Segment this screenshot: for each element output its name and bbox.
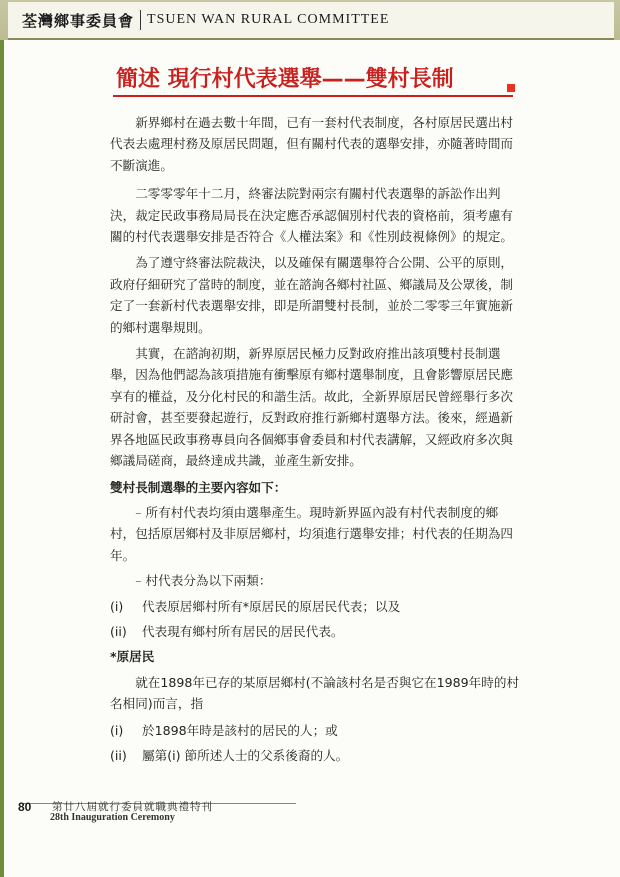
- header-title-en: TSUEN WAN RURAL COMMITTEE: [147, 12, 390, 27]
- article-body: [110, 112, 522, 770]
- list-text: 於1898年時是該村的居民的人；或: [142, 722, 338, 738]
- list-number: (ii): [110, 623, 127, 639]
- title-square-icon: [507, 84, 515, 92]
- list-item: [110, 596, 522, 617]
- list-text: 屬第(i) 節所述人士的父系後裔的人。: [142, 747, 349, 763]
- list-number: (i): [110, 722, 124, 738]
- paragraph: 二零零零年十二月，終審法院對兩宗有關村代表選舉的訴訟作出判決，裁定民政事務局局長在決定應否承認個別村代表的資格前，須考慮有關的村代表選舉安排是否符合《人權法案》和《性別歧視條例》的規定。: [110, 186, 513, 245]
- dash-icon: –: [135, 504, 142, 520]
- list-item: [110, 621, 522, 642]
- list-item: [110, 720, 522, 741]
- header-label: [8, 2, 614, 40]
- paragraph: 其實，在諮詢初期，新界原居民極力反對政府推出該項雙村長制選舉，因為他們認為該項措施有衝擊原有鄉村選舉制度，且會影響原居民應享有的權益，及分化村民的和諧生活。故此，全新界原居民曾經舉行多次研討會，甚至要發起遊行，反對政府推行新鄉村選舉方法。後來，經過新界各地區民政事務專員向各個鄉事會委員和村代表講解，又經政府多次與鄉議局磋商，最終達成共識，並產生新安排。: [110, 346, 513, 469]
- left-accent-strip: [0, 40, 4, 877]
- paragraph: 為了遵守終審法院裁決，以及確保有關選舉符合公開、公平的原則，政府仔細研究了當時的制度，並在諮詢各鄉村社區、鄉議局及公眾後，制定了一套新村代表選舉安排，即是所謂雙村長制，並於二零零三年實施新的鄉村選舉規則。: [110, 255, 513, 335]
- header-title-zh: 荃灣鄉事委員會: [22, 11, 135, 30]
- header-band: [0, 0, 620, 40]
- dash-icon: –: [135, 573, 142, 589]
- list-number: (i): [110, 598, 124, 614]
- article-title: 簡述 現行村代表選舉——雙村長制: [116, 67, 454, 92]
- list-number: (ii): [110, 747, 127, 763]
- list-text: 代表現有鄉村所有居民的居民代表。: [142, 623, 344, 639]
- section-subheading: 雙村長制選舉的主要內容如下：: [110, 479, 287, 495]
- footer-title-en: 28th Inauguration Ceremony: [50, 812, 175, 823]
- list-item: [110, 745, 522, 766]
- note-paragraph: 就在1898年已存的某原居鄉村(不論該村名是否與它在1989年時的村名相同)而言，指: [110, 674, 520, 712]
- paragraph: 新界鄉村在過去數十年間，已有一套村代表制度，各村原居民選出村代表去處理村務及原居民問題，但有關村代表的選舉安排，亦隨著時間而不斷演進。: [110, 115, 513, 173]
- list-text: 代表原居鄉村所有*原居民的原居民代表；以及: [142, 598, 401, 614]
- bullet-item: [110, 502, 522, 566]
- bullet-item: [110, 570, 522, 591]
- header-divider: [140, 10, 141, 30]
- page-number: 80: [18, 800, 32, 814]
- bullet-text: 所有村代表均須由選舉產生。現時新界區內設有村代表制度的鄉村，包括原居鄉村及非原居鄉村，均須進行選舉安排；村代表的任期為四年。: [110, 504, 513, 563]
- note-heading: *原居民: [110, 649, 155, 665]
- footer-title-zh: 第廿八屆就行委員就職典禮特刊: [52, 801, 213, 813]
- bullet-text: 村代表分為以下兩類：: [145, 573, 272, 589]
- title-underline: [113, 95, 513, 97]
